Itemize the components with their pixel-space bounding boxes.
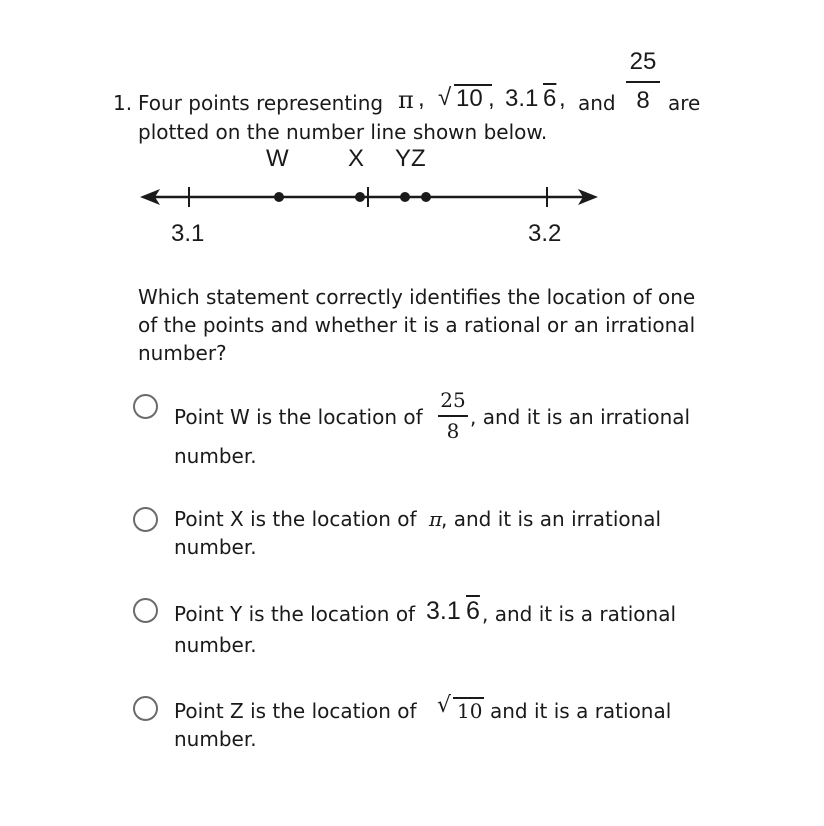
option-d-text-end: and it is a rational — [490, 699, 672, 723]
fraction-numerator: 25 — [629, 48, 657, 75]
comma: , — [559, 85, 566, 112]
prompt-line3: number? — [138, 341, 227, 365]
option-a-text-end: , and it is an irrational — [470, 405, 691, 429]
option-b-line2: number. — [174, 535, 257, 559]
comma: , — [488, 85, 495, 112]
option-c-text: Point Y is the location of — [174, 602, 416, 626]
point-y — [400, 192, 410, 202]
repeating-decimal-digit: 6 — [543, 85, 557, 112]
point-z — [421, 192, 431, 202]
option-a-line2: number. — [174, 444, 257, 468]
prompt-line2: of the points and whether it is a rational or an irrational — [138, 313, 696, 337]
option-a-fraction — [436, 387, 470, 444]
label-3-1: 3.1 — [171, 220, 205, 247]
prompt-line1: Which statement correctly identifies the location of one — [138, 285, 696, 309]
sqrt-radicand: 10 — [457, 699, 483, 723]
fraction-bar — [438, 415, 468, 417]
sqrt-symbol: √ — [438, 84, 452, 111]
option-b-text-end: , and it is an irrational — [441, 507, 662, 531]
comma: , — [418, 85, 425, 112]
radio-button-a[interactable] — [133, 394, 158, 419]
question-intro: Four points representing — [138, 91, 384, 115]
option-a-text: Point W is the location of — [174, 405, 423, 429]
fraction-numerator: 25 — [440, 388, 466, 412]
radio-button-b[interactable] — [133, 507, 158, 532]
radio-button-d[interactable] — [133, 696, 158, 721]
sqrt-radicand: 10 — [456, 85, 483, 112]
pi-symbol: π — [429, 507, 443, 531]
fraction-denominator: 8 — [636, 87, 650, 114]
fraction-25-8 — [624, 49, 662, 114]
option-c-text-end: , and it is a rational — [482, 602, 677, 626]
radio-button-c[interactable] — [133, 598, 158, 623]
question-line2: plotted on the number line shown below. — [138, 120, 548, 144]
question-number: 1. — [113, 91, 133, 115]
point-label-x: X — [348, 145, 365, 172]
sqrt-symbol: √ — [437, 693, 452, 718]
point-label-w: W — [266, 145, 289, 172]
option-d-line2: number. — [174, 727, 257, 751]
label-3-2: 3.2 — [528, 220, 562, 247]
option-d-text: Point Z is the location of — [174, 699, 417, 723]
pi-symbol: π — [398, 86, 414, 114]
option-c-line2: number. — [174, 633, 257, 657]
point-w — [274, 192, 284, 202]
and-word: and — [578, 91, 616, 115]
repeating-decimal-whole: 3.1 — [426, 597, 461, 625]
are-word: are — [668, 91, 701, 115]
repeating-decimal-whole: 3.1 — [505, 85, 539, 112]
repeating-decimal-digit: 6 — [466, 597, 480, 625]
point-x — [355, 192, 365, 202]
fraction-bar — [626, 81, 660, 83]
option-b-text: Point X is the location of — [174, 507, 417, 531]
fraction-denominator: 8 — [446, 419, 460, 443]
number-line-graphic — [130, 178, 610, 218]
point-label-yz: YZ — [395, 145, 426, 172]
